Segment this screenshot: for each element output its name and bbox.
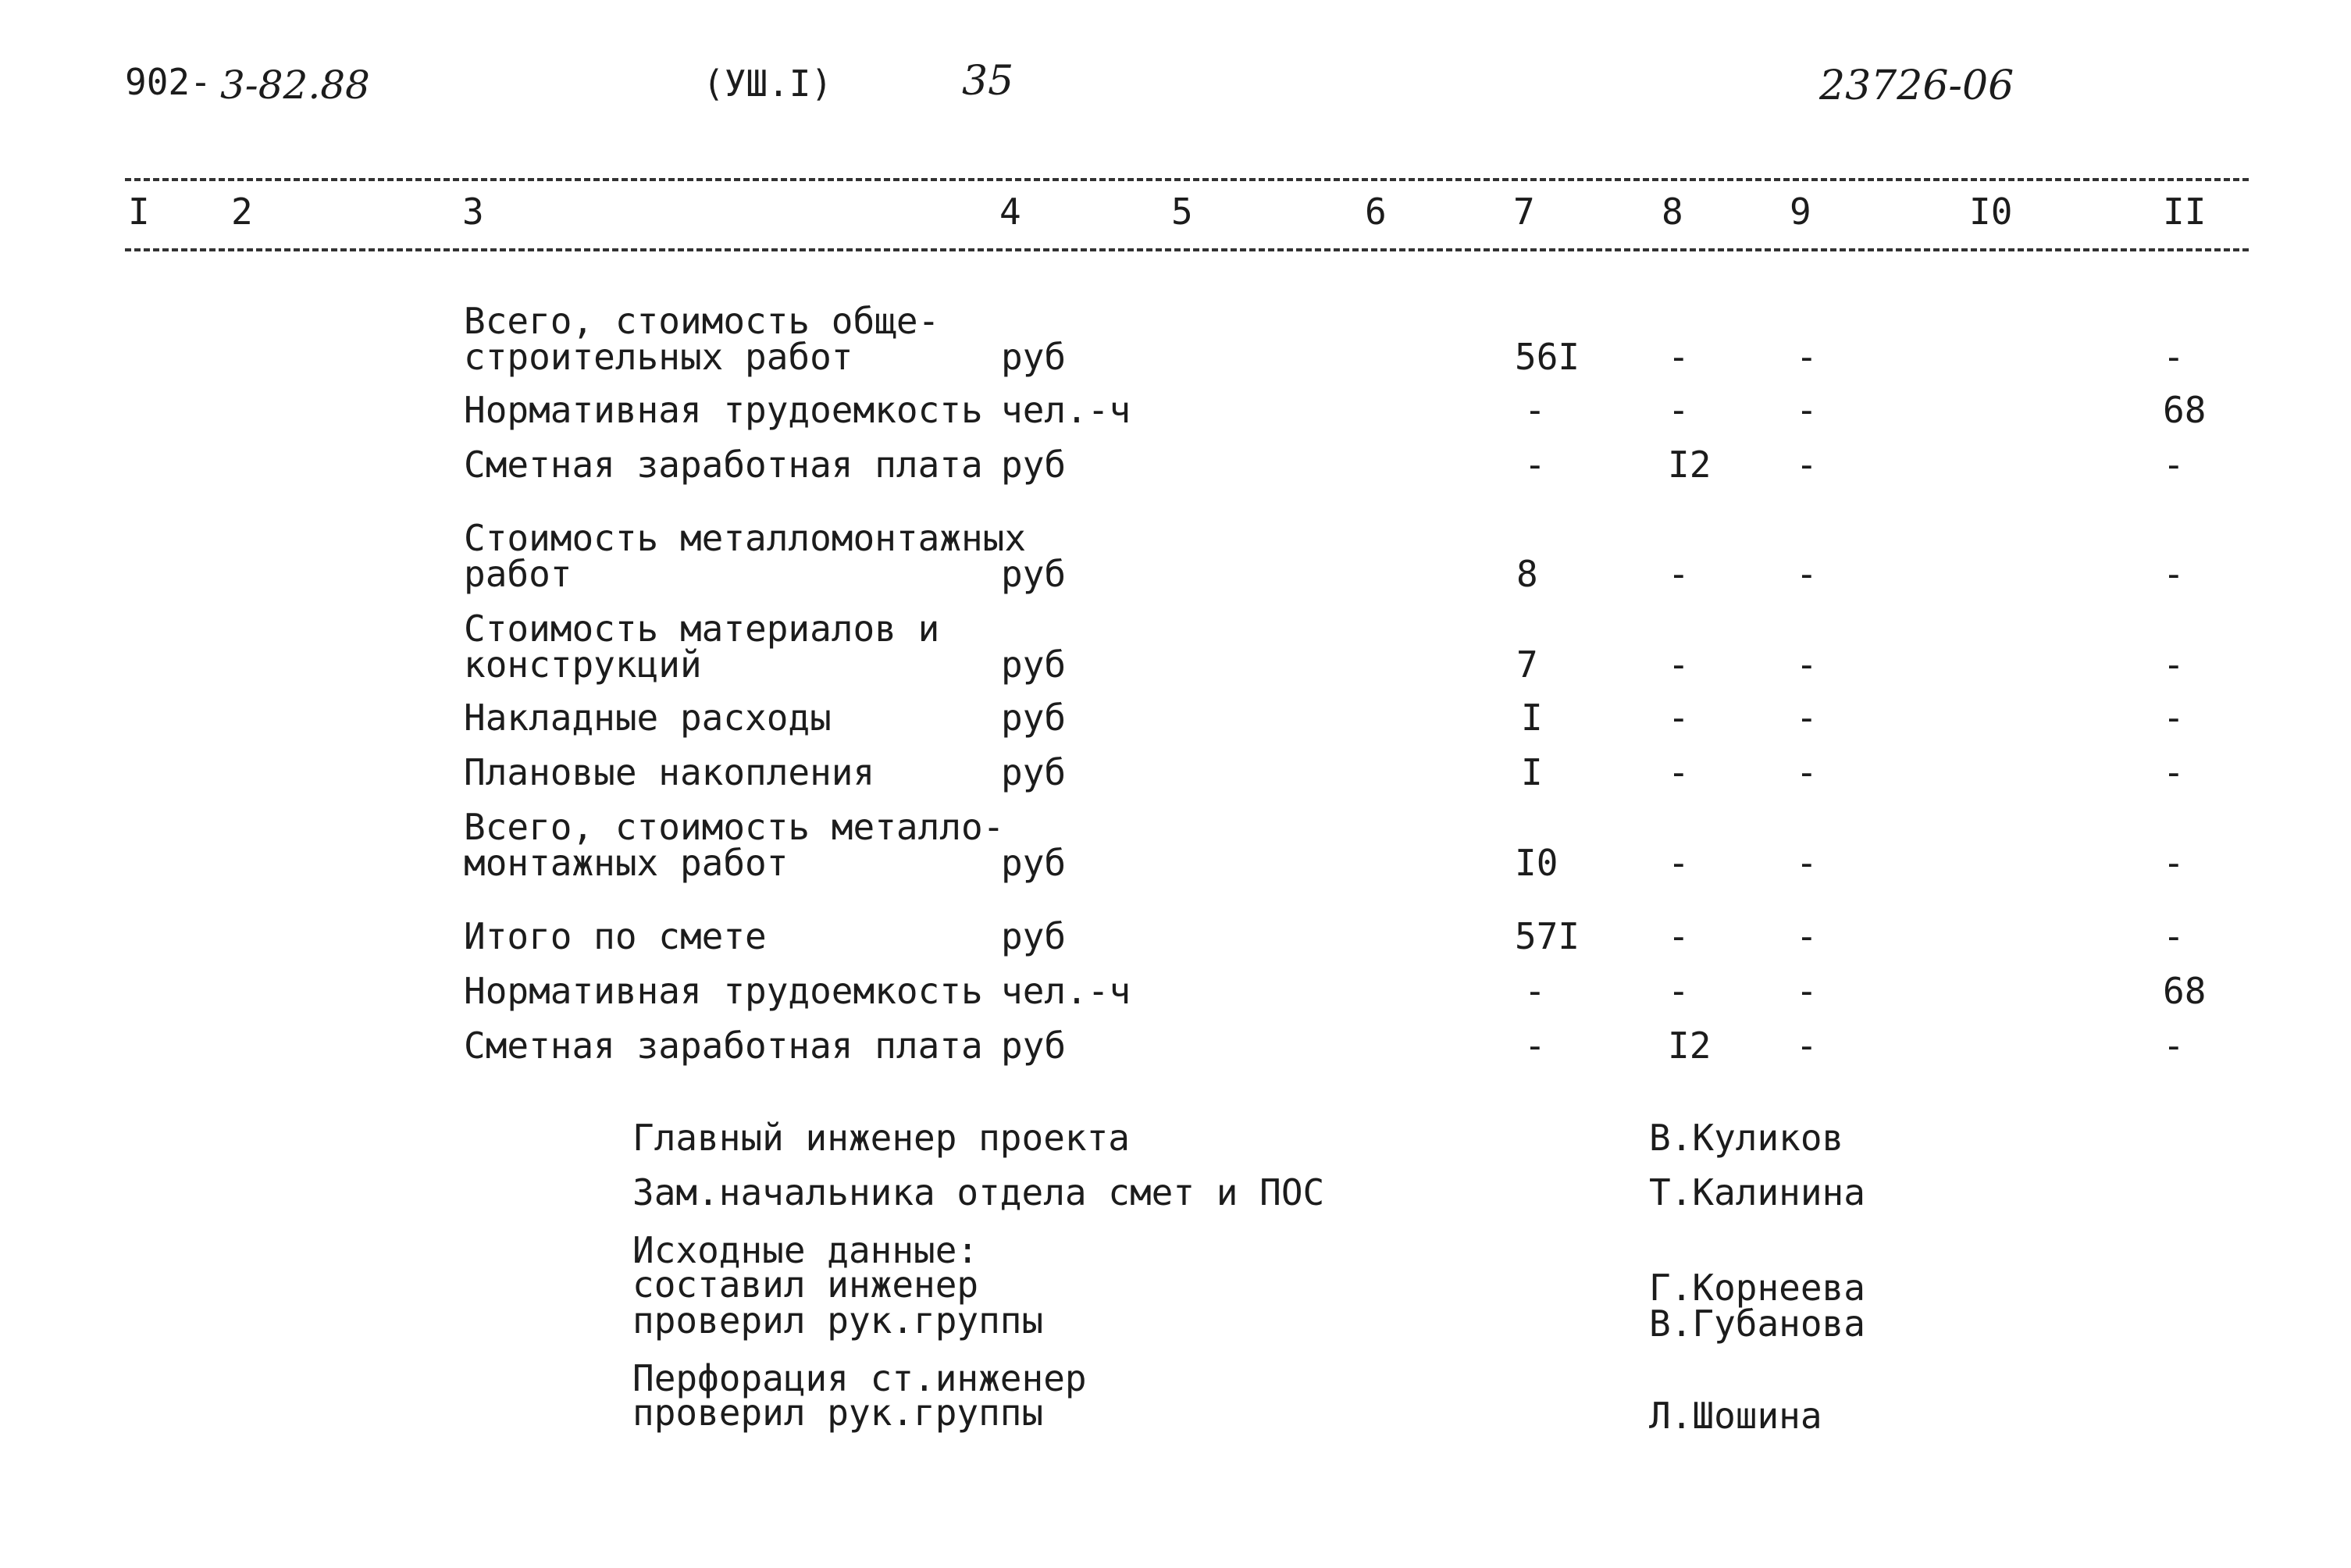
row-name-line2: монтажных работ xyxy=(464,842,789,884)
row-value-col11: - xyxy=(2163,842,2185,884)
row-value-col11: - xyxy=(2163,336,2185,378)
document-number: 23726-06 xyxy=(1819,62,2014,109)
row-unit: руб xyxy=(1001,336,1067,378)
row-value-col7: I xyxy=(1521,697,1543,739)
row-value-col7: - xyxy=(1524,1025,1546,1067)
row-value-col8: - xyxy=(1668,970,1690,1012)
column-header-7: 7 xyxy=(1513,191,1535,233)
row-value-col9: - xyxy=(1796,336,1818,378)
row-name-line1: Накладные расходы xyxy=(464,697,832,739)
compiled-by-name: Г.Корнеева xyxy=(1649,1267,1865,1309)
row-value-col11: - xyxy=(2163,915,2185,957)
chief-engineer-name: В.Куликов xyxy=(1649,1117,1844,1159)
row-value-col11: - xyxy=(2163,751,2185,793)
row-name-line1: Стоимость материалов и xyxy=(464,608,940,650)
row-value-col8: - xyxy=(1668,643,1690,686)
row-unit: руб xyxy=(1001,751,1067,793)
row-name-line1: Нормативная трудоемкость xyxy=(464,970,983,1012)
row-value-col9: - xyxy=(1796,842,1818,884)
row-value-col7: 57I xyxy=(1515,915,1580,957)
row-value-col11: 68 xyxy=(2163,389,2207,431)
row-name-line1: Стоимость металломонтажных xyxy=(464,517,1027,559)
row-value-col9: - xyxy=(1796,697,1818,739)
row-name-line2: конструкций xyxy=(464,643,702,686)
row-unit: руб xyxy=(1001,842,1067,884)
column-header-8: 8 xyxy=(1662,191,1683,233)
row-name-line1: Итого по смете xyxy=(464,915,767,957)
section-marker: (УШ.I) xyxy=(703,62,833,105)
row-value-col7: 56I xyxy=(1515,336,1580,378)
row-value-col8: - xyxy=(1668,553,1690,595)
perforation-heading: Перфорация ст.инженер xyxy=(632,1357,1087,1399)
row-value-col7: - xyxy=(1524,444,1546,486)
perforation-checked-role: проверил рук.группы xyxy=(632,1392,1044,1434)
deputy-head-signature xyxy=(1374,1156,1546,1218)
doc-code-prefix: 902- xyxy=(125,61,212,103)
compiled-by-role: составил инженер xyxy=(632,1263,979,1306)
row-value-col11: - xyxy=(2163,444,2185,486)
source-data-heading: Исходные данные: xyxy=(632,1229,979,1271)
row-value-col8: - xyxy=(1668,336,1690,378)
row-value-col8: I2 xyxy=(1668,444,1712,486)
column-header-2: 2 xyxy=(231,191,253,233)
deputy-head-name: Т.Калинина xyxy=(1649,1171,1865,1213)
row-value-col8: - xyxy=(1668,389,1690,431)
row-unit: чел.-ч xyxy=(1001,389,1131,431)
column-header-5: 5 xyxy=(1171,191,1193,233)
row-value-col7: 7 xyxy=(1516,643,1538,686)
row-value-col8: - xyxy=(1668,915,1690,957)
row-name-line2: строительных работ xyxy=(464,336,853,378)
page-number: 35 xyxy=(962,58,1014,105)
row-unit: руб xyxy=(1001,697,1067,739)
row-value-col11: - xyxy=(2163,697,2185,739)
row-unit: руб xyxy=(1001,444,1067,486)
row-name-line2: работ xyxy=(464,553,572,595)
row-value-col11: 68 xyxy=(2163,970,2207,1012)
chief-engineer-role: Главный инженер проекта xyxy=(632,1117,1130,1159)
row-value-col8: I2 xyxy=(1668,1025,1712,1067)
row-unit: руб xyxy=(1001,643,1067,686)
row-value-col7: - xyxy=(1524,389,1546,431)
column-header-11: II xyxy=(2163,191,2207,233)
checked-by-role: проверил рук.группы xyxy=(632,1299,1044,1342)
row-unit: чел.-ч xyxy=(1001,970,1131,1012)
row-value-col7: 8 xyxy=(1516,553,1538,595)
column-header-10: I0 xyxy=(1969,191,2013,233)
column-header-1: I xyxy=(128,191,150,233)
perforation-signature xyxy=(1444,1373,1624,1443)
row-value-col9: - xyxy=(1796,389,1818,431)
column-header-4: 4 xyxy=(999,191,1021,233)
deputy-head-role: Зам.начальника отдела смет и ПОС xyxy=(632,1171,1325,1213)
row-value-col9: - xyxy=(1796,444,1818,486)
row-name-line1: Нормативная трудоемкость xyxy=(464,389,983,431)
column-header-6: 6 xyxy=(1365,191,1387,233)
row-unit: руб xyxy=(1001,553,1067,595)
row-name-line1: Всего, стоимость металло- xyxy=(464,806,1005,848)
row-value-col9: - xyxy=(1796,643,1818,686)
checked-by-name: В.Губанова xyxy=(1649,1303,1865,1345)
row-name-line1: Сметная заработная плата xyxy=(464,1025,983,1067)
row-unit: руб xyxy=(1001,1025,1067,1067)
row-value-col9: - xyxy=(1796,915,1818,957)
row-name-line1: Сметная заработная плата xyxy=(464,444,983,486)
perforation-name: Л.Шошина xyxy=(1649,1395,1822,1437)
row-value-col7: - xyxy=(1524,970,1546,1012)
column-header-9: 9 xyxy=(1790,191,1811,233)
source-data-signatures xyxy=(1398,1249,1601,1359)
row-value-col11: - xyxy=(2163,553,2185,595)
doc-code-handwritten: 3-82.88 xyxy=(220,62,370,108)
row-value-col8: - xyxy=(1668,751,1690,793)
row-value-col7: I xyxy=(1521,751,1543,793)
row-unit: руб xyxy=(1001,915,1067,957)
column-header-3: 3 xyxy=(462,191,484,233)
row-value-col9: - xyxy=(1796,1025,1818,1067)
row-name-line1: Плановые накопления xyxy=(464,751,875,793)
header-rule-bottom xyxy=(125,248,2249,251)
row-name-line1: Всего, стоимость обще- xyxy=(464,300,940,342)
row-value-col8: - xyxy=(1668,697,1690,739)
header-rule-top xyxy=(125,178,2249,181)
row-value-col8: - xyxy=(1668,842,1690,884)
row-value-col9: - xyxy=(1796,553,1818,595)
row-value-col7: I0 xyxy=(1515,842,1558,884)
row-value-col9: - xyxy=(1796,751,1818,793)
row-value-col11: - xyxy=(2163,643,2185,686)
row-value-col11: - xyxy=(2163,1025,2185,1067)
row-value-col9: - xyxy=(1796,970,1818,1012)
